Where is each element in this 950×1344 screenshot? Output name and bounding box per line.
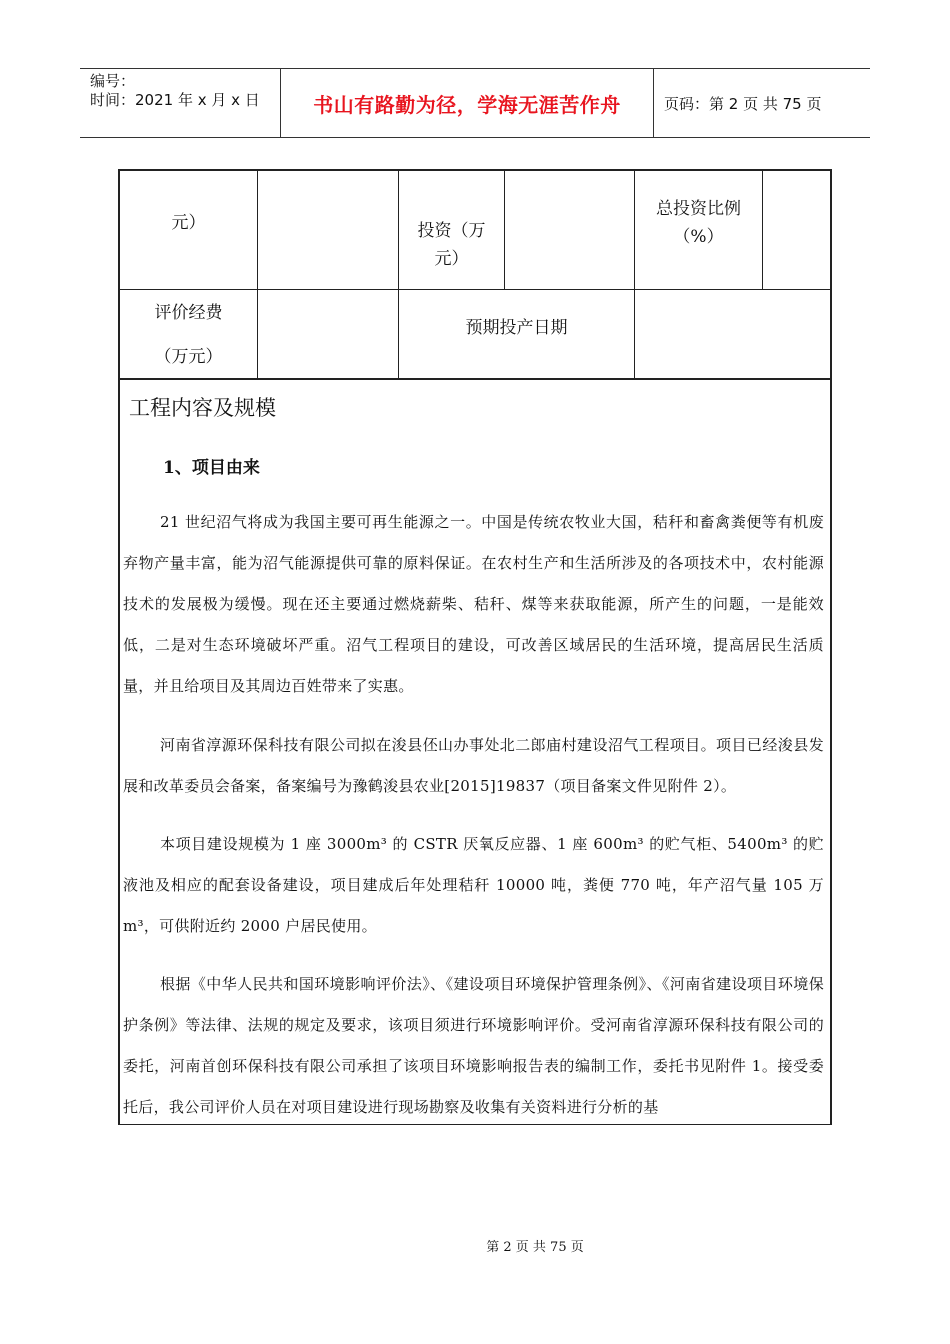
header-divider [653,69,654,137]
header-meta [80,69,280,137]
cell-ratio-label [635,195,762,251]
cell-ratio-line2: （%） [673,227,724,247]
header-motto: 书山有路勤为径，学海无涯苦作舟 [313,92,621,117]
cell-eval-cost-line1: 评价经费 [154,303,223,323]
cell-unit-suffix: 元） [171,213,206,233]
paragraph: 本项目建设规模为 1 座 3000m³ 的 CSTR 厌氧反应器、1 座 600m³ 的贮气柜、5400m³ 的贮液池及相应的配套设备建设，项目建成后年处理秸秆 10000 吨，粪便 770 吨，年产沼气量 105 万 m³，可供附近约 2000 户居民使用。 [123,835,824,935]
paragraph: 根据《中华人民共和国环境影响评价法》、《建设项目环境保护管理条例》、《河南省建设项目环境保护条例》等法律、法规的规定及要求，该项目须进行环境影响评价。受河南省淳源环保科技有限公司的委托，河南首创环保科技有限公司承担了该项目环境影响报告表的编制工作，委托书见附件 1。接受委托后，我公司评价人员在对项目建设进行现场勘察及收集有关资料进行分析的基 [123,975,824,1116]
paragraph: 21 世纪沼气将成为我国主要可再生能源之一。中国是传统农牧业大国，秸秆和畜禽粪便等有机废弃物产量丰富，能为沼气能源提供可靠的原料保证。在农村生产和生活所涉及的各项技术中，农村能源技术的发展极为缓慢。现在还主要通过燃烧薪柴、秸秆、煤等来获取能源，所产生的问题，一是能效低，二是对生态环境破坏严重。沼气工程项目的建设，可改善区域居民的生活环境，提高居民生活质量，并且给项目及其周边百姓带来了实惠。 [123,513,824,695]
cell-investment-label [399,217,504,273]
table-border [118,169,832,171]
page-footer: 第 2 页 共 75 页 [486,1240,584,1255]
section-title: 工程内容及规模 [129,396,276,420]
cell-investment-line1: 投资（万 [417,221,486,241]
doc-number-label: 编号： [90,72,136,90]
doc-time-label: 时间：2021 年 x 月 x 日 [90,91,260,109]
paragraph: 河南省淳源环保科技有限公司拟在浚县伾山办事处北二郎庙村建设沼气工程项目。项目已经浚县发展和改革委员会备案，备案编号为豫鹤浚县农业[2015]19837（项目备案文件见附件 2）。 [123,736,824,795]
table-border [830,169,832,1125]
cell-investment-line2: 元） [434,249,469,269]
cell-eval-cost-line2: （万元） [154,347,223,367]
table-col-divider [762,169,763,289]
table-col-divider [398,169,399,379]
cell-eval-cost-label [120,291,257,379]
table-col-divider [257,169,258,379]
header-page-number: 页码：第 2 页 共 75 页 [664,95,822,113]
cell-expected-date-label: 预期投产日期 [465,318,568,338]
table-row-divider [118,289,832,290]
subsection-title: 1、项目由来 [163,458,260,478]
page-header [80,68,870,138]
table-col-divider [504,169,505,289]
cell-ratio-line1: 总投资比例 [656,199,741,219]
